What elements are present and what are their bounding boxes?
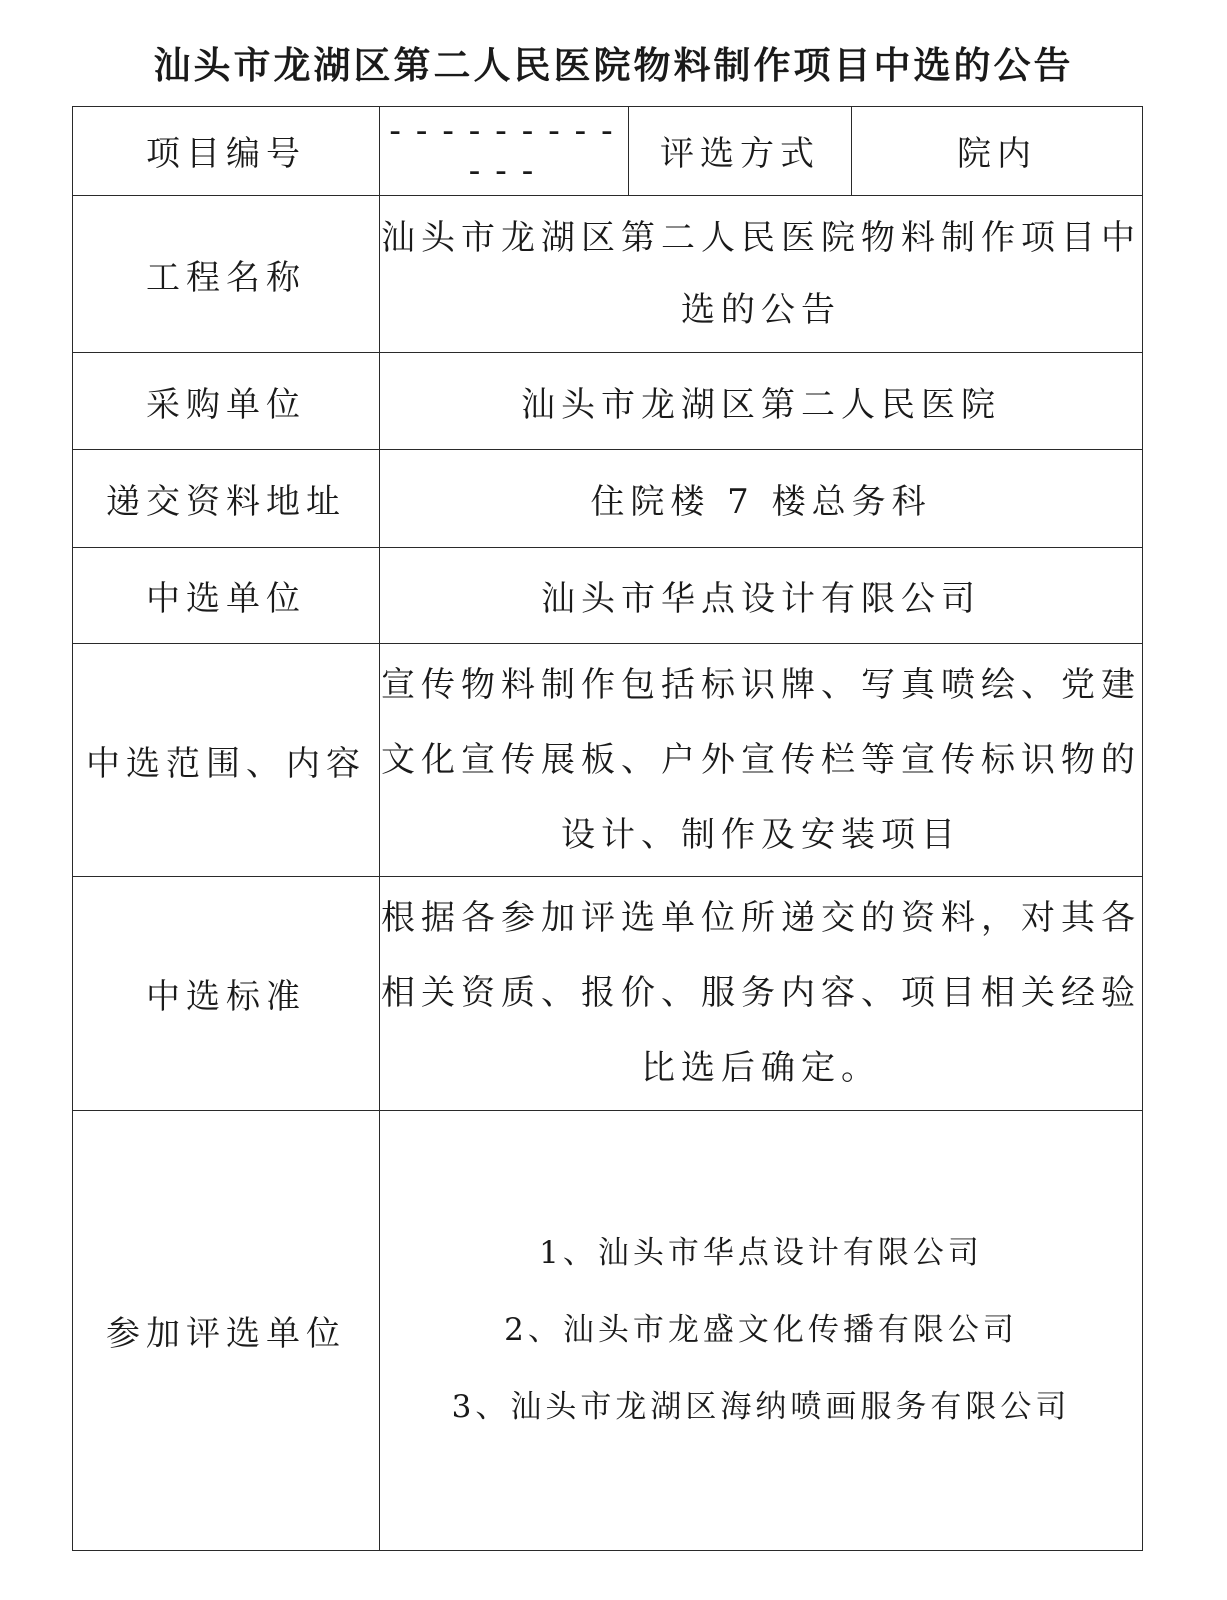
eval-method-value: 院内: [852, 107, 1143, 196]
project-name-value: 汕头市龙湖区第二人民医院物料制作项目中选的公告: [380, 195, 1143, 353]
purchaser-value: 汕头市龙湖区第二人民医院: [380, 353, 1143, 450]
eval-method-label: 评选方式: [629, 107, 852, 196]
list-item: 3、汕头市龙湖区海纳喷画服务有限公司: [451, 1388, 1071, 1425]
row-winner: [73, 548, 1143, 644]
winner-label: 中选单位: [73, 548, 380, 644]
row-project-name: [73, 195, 1143, 353]
row-criteria: [73, 877, 1143, 1110]
announcement-table: [72, 106, 1143, 1551]
row-scope: [73, 644, 1143, 877]
announcement-title: 汕头市龙湖区第二人民医院物料制作项目中选的公告: [153, 43, 1074, 87]
scope-label: 中选范围、内容: [73, 644, 380, 877]
row-submit-address: [73, 450, 1143, 548]
participants-label: 参加评选单位: [73, 1110, 380, 1550]
project-name-label: 工程名称: [73, 195, 380, 353]
winner-value: 汕头市华点设计有限公司: [380, 548, 1143, 644]
submit-address-label: 递交资料地址: [73, 450, 380, 548]
submit-address-value: 住院楼 7 楼总务科: [380, 450, 1143, 548]
criteria-value: 根据各参加评选单位所递交的资料，对其各相关资质、报价、服务内容、项目相关经验比选后确定。: [380, 877, 1143, 1110]
row-project-no: [73, 107, 1143, 196]
project-no-value: ------------: [380, 107, 629, 196]
project-no-label: 项目编号: [73, 107, 380, 196]
scope-value: 宣传物料制作包括标识牌、写真喷绘、党建文化宣传展板、户外宣传栏等宣传标识物的设计、制作及安装项目: [380, 644, 1143, 877]
criteria-label: 中选标准: [73, 877, 380, 1110]
row-participants: [73, 1110, 1143, 1550]
participants-list: [380, 1110, 1143, 1550]
purchaser-label: 采购单位: [73, 353, 380, 450]
row-purchaser: [73, 353, 1143, 450]
list-item: 1、汕头市华点设计有限公司: [539, 1234, 983, 1271]
list-item: 2、汕头市龙盛文化传播有限公司: [504, 1311, 1018, 1348]
